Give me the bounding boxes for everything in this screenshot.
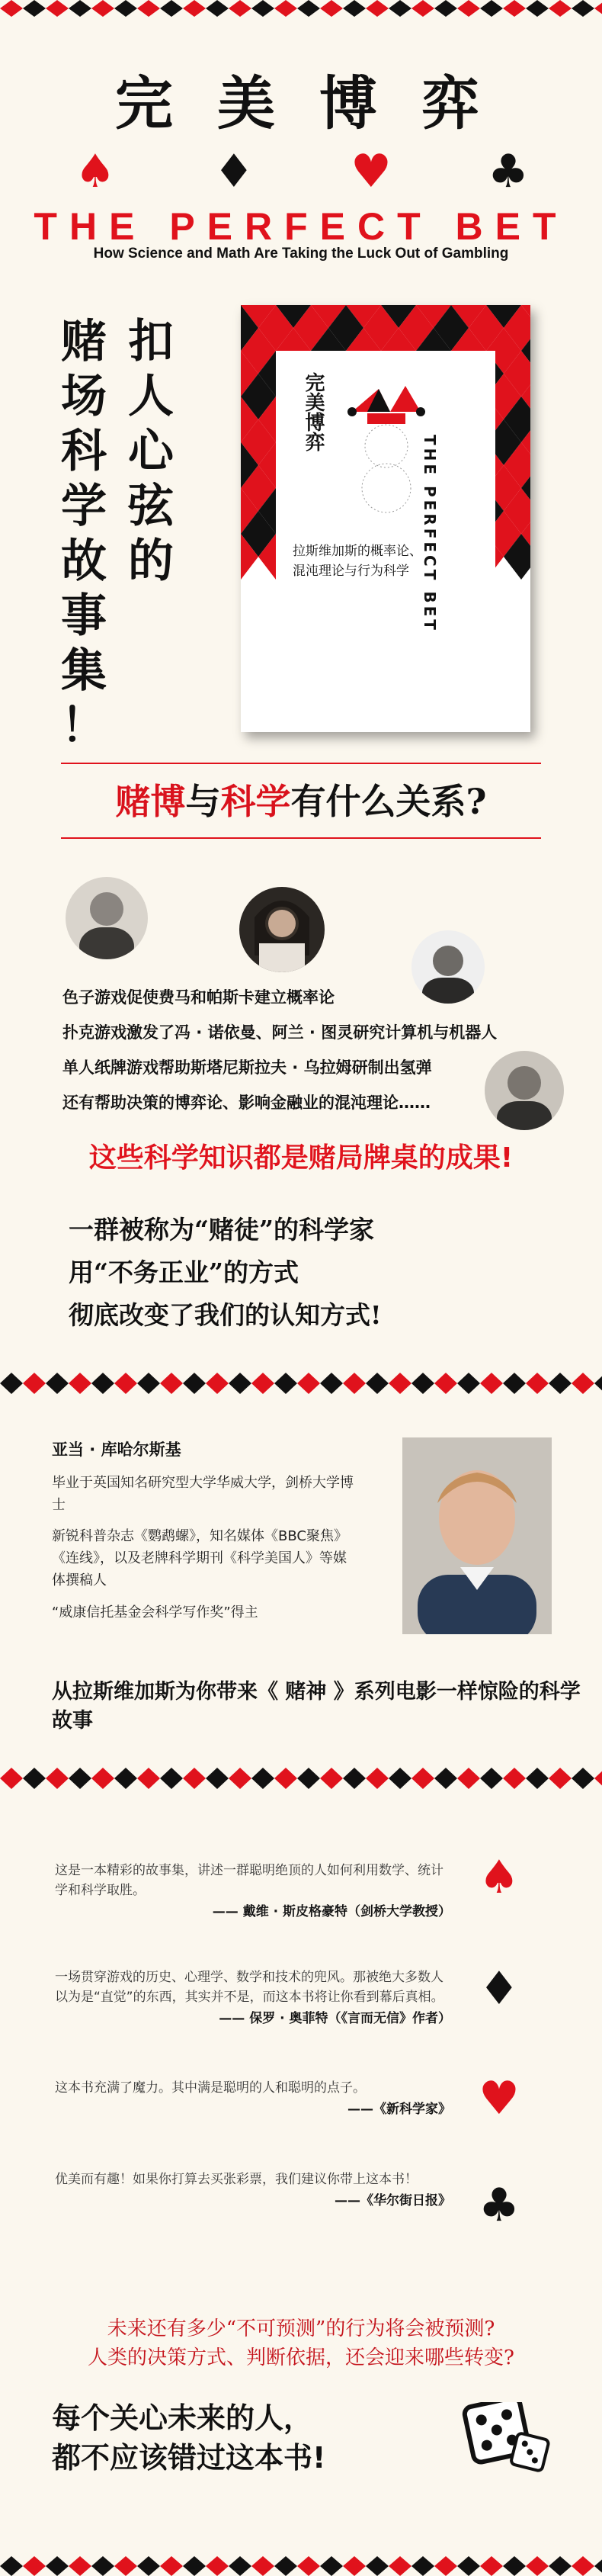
diamond-icon: ♦: [213, 145, 255, 198]
author-bio-1: 毕业于英国知名研究型大学华威大学，剑桥大学博士: [52, 1475, 354, 1513]
poem-line: 彻底改变了我们的认知方式!: [69, 1300, 382, 1330]
book-subtitle: [293, 541, 422, 581]
top-zigzag-border: [0, 0, 602, 17]
quote-source: ——《华尔街日报》: [335, 2193, 451, 2208]
author-bio-2: 新锐科普杂志《鹦鹉螺》，知名媒体《BBC聚焦》《连线》，以及老牌科学期刊《科学美国人》等媒体撰稿人: [52, 1528, 347, 1588]
quotes-zigzag-border: [0, 1768, 602, 1789]
question-word-gambling: 赌博: [115, 781, 186, 822]
quote-block: [55, 1967, 451, 2028]
poem-block: [69, 1209, 382, 1337]
fact-item: 色子游戏促使费马和帕斯卡建立概率论: [62, 988, 335, 1007]
book-cover-panel: [276, 351, 495, 686]
heart-icon: ♥: [351, 145, 392, 198]
closing-questions: [0, 2314, 602, 2372]
poem-line: 一群被称为“赌徒”的科学家: [69, 1215, 374, 1245]
bottom-zigzag-border: [0, 2556, 602, 2576]
author-bio-3: “威康信托基金会科学写作奖”得主: [52, 1604, 258, 1620]
question-word-and: 与: [185, 781, 221, 822]
fact-item: 单人纸牌游戏帮助斯塔尼斯拉夫 · 乌拉姆研制出氢弹: [62, 1058, 432, 1077]
dice-icon: [450, 2402, 556, 2486]
quote-source: —— 戴维 · 斯皮格豪特（剑桥大学教授）: [212, 1904, 451, 1919]
page-subtitle-en: How Science and Math Are Taking the Luck Out of Gambling: [93, 246, 509, 262]
quote-text: 这是一本精彩的故事集，讲述一群聪明绝顶的人如何利用数学、统计学和科学取胜。: [55, 1863, 443, 1898]
middle-zigzag-border: [0, 1373, 602, 1394]
closing-question-line: 未来还有多少“不可预测”的行为将会被预测?: [107, 2317, 495, 2340]
club-icon: ♣: [479, 2179, 520, 2232]
closing-line: 每个关心未来的人，: [52, 2401, 313, 2435]
question-word-rest: 有什么关系?: [290, 781, 487, 822]
author-photo: [402, 1437, 552, 1634]
page-title-cn: 完美博弈: [115, 69, 524, 137]
book-title-en: THE PERFECT BET: [421, 435, 439, 633]
tagline-column-left: 扣 人 心 弦 的: [128, 315, 174, 588]
divider: [61, 763, 541, 764]
quote-source: ——《新科学家》: [347, 2102, 451, 2117]
fact-item: 还有帮助决策的博弈论、影响金融业的混沌理论……: [62, 1094, 431, 1112]
quote-text: 优美而有趣！如果你打算去买张彩票，我们建议你带上这本书！: [55, 2172, 418, 2187]
closing-line: 都不应该错过这本书!: [52, 2441, 326, 2475]
poem-line: 用“不务正业”的方式: [69, 1257, 299, 1287]
book-subtitle-line: 拉斯维加斯的概率论、: [293, 544, 422, 559]
closing-statement: [52, 2398, 325, 2478]
facts-list: [62, 980, 497, 1120]
spade-icon: ♠: [479, 1851, 520, 1904]
quote-text: 这本书充满了魔力。其中满是聪明的人和聪明的点子。: [55, 2080, 366, 2096]
fact-item: 扑克游戏激发了冯 · 诺依曼、阿兰 · 图灵研究计算机与机器人: [62, 1023, 498, 1042]
spade-icon: ♠: [75, 145, 116, 198]
heart-icon: ♥: [479, 2072, 520, 2125]
quote-block: [55, 2170, 451, 2211]
book-subtitle-line: 混沌理论与行为科学: [293, 564, 409, 579]
portrait-turing: [66, 877, 148, 959]
author-name: 亚当 · 库哈尔斯基: [52, 1441, 181, 1459]
club-icon: ♣: [488, 145, 529, 198]
divider: [61, 837, 541, 839]
quote-text: 一场贯穿游戏的历史、心理学、数学和技术的兜风。那被绝大多数人以为是“直觉”的东西，其实并不是，而这本书将让你看到幕后真相。: [55, 1970, 444, 2005]
question-word-science: 科学: [220, 781, 291, 822]
result-heading: 这些科学知识都是赌局牌桌的成果!: [88, 1142, 514, 1174]
diamond-icon: ♦: [479, 1962, 520, 2016]
portrait-pascal: [239, 887, 325, 972]
pitch-heading: 从拉斯维加斯为你带来《 赌神 》系列电影一样惊险的科学故事: [52, 1680, 581, 1733]
book-title-cn: 完美博弈: [302, 372, 325, 451]
book-cover: [241, 305, 530, 732]
question-heading: [0, 774, 602, 824]
jester-illustration: [344, 381, 428, 519]
quote-source: —— 保罗 · 奥菲特（《言而无信》作者）: [219, 2011, 451, 2026]
tagline-column-right: 赌 场 科 学 故 事 集 ！: [61, 315, 107, 753]
closing-question-line: 人类的决策方式、判断依据，还会迎来哪些转变?: [88, 2346, 514, 2369]
page-title-en: THE PERFECT BET: [34, 205, 568, 248]
card-suits-row: [0, 145, 602, 198]
quote-block: [55, 1861, 451, 1922]
quote-block: [55, 2078, 451, 2119]
